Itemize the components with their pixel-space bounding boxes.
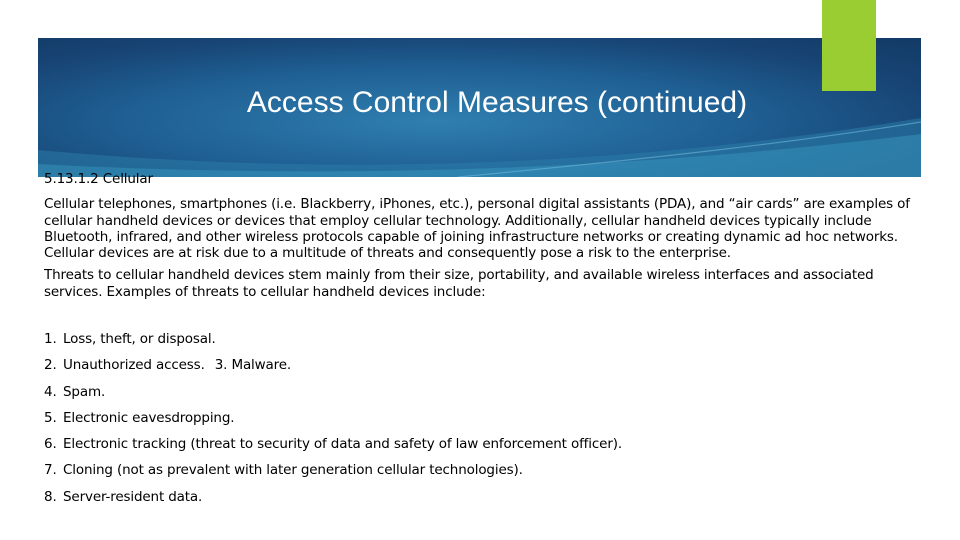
paragraph-1: Cellular telephones, smartphones (i.e. Blackberry, iPhones, etc.), personal digital assistants (PDA), and “air cards” are examples of cellular handheld devices or devices that employ cellular technology. Additionally, cellular handheld devices typically include Bluetooth, infrared, and other wireless protocols capable of joining infrastructure networks or creating dynamic ad hoc networks. Cellular devices are at risk due to a multitude of threats and consequently pose a risk to the enterprise.: [44, 196, 910, 262]
list-item: [44, 489, 202, 505]
list-number: 1.: [44, 331, 57, 347]
slide-title: Access Control Measures (continued): [246, 86, 748, 119]
list-number: 7.: [44, 462, 57, 478]
list-text: Electronic eavesdropping.: [63, 410, 235, 426]
list-text: Loss, theft, or disposal.: [63, 331, 216, 347]
list-number: 2.: [44, 357, 57, 373]
list-item: [44, 331, 216, 347]
list-number: 4.: [44, 384, 57, 400]
list-number: 8.: [44, 489, 57, 505]
list-text: Unauthorized access.: [63, 357, 205, 373]
list-number: 5.: [44, 410, 57, 426]
list-inline-item: 3. Malware.: [214, 357, 292, 373]
list-text: Electronic tracking (threat to security of data and safety of law enforcement officer).: [63, 436, 622, 452]
section-heading: 5.13.1.2 Cellular: [44, 171, 153, 187]
list-item: [44, 436, 622, 452]
list-text: Cloning (not as prevalent with later generation cellular technologies).: [63, 462, 523, 478]
list-text: Server-resident data.: [63, 489, 203, 505]
list-item: [44, 357, 291, 373]
list-item: [44, 410, 234, 426]
list-item: [44, 462, 523, 478]
list-item: [44, 384, 105, 400]
list-text: Spam.: [63, 384, 106, 400]
list-number: 6.: [44, 436, 57, 452]
threat-list: [44, 0, 914, 540]
paragraph-2: Threats to cellular handheld devices stem mainly from their size, portability, and available wireless interfaces and associated services. Examples of threats to cellular handheld devices include:: [44, 267, 874, 300]
